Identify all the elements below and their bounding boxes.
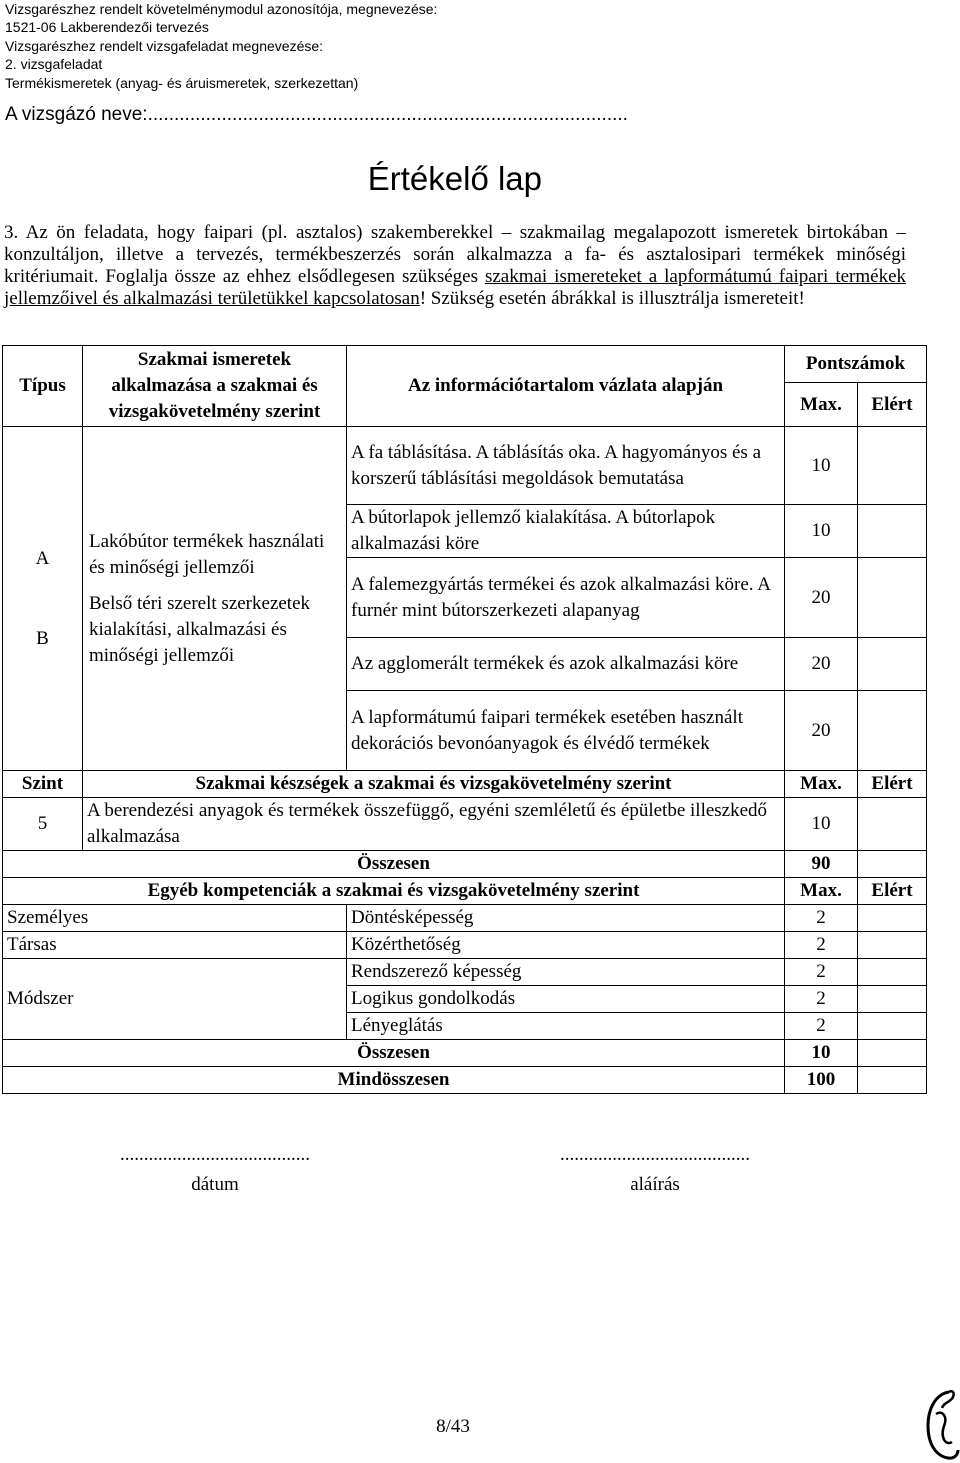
competency-group: Személyes <box>3 905 347 932</box>
header-line: 2. vizsgafeladat <box>5 56 103 73</box>
other-max-header: Max. <box>785 878 858 905</box>
skills-title: Szakmai készségek a szakmai és vizsgakövetelmény szerint <box>83 771 785 798</box>
grand-total-label: Mindösszesen <box>3 1067 785 1094</box>
outline-row: A bútorlapok jellemző kialakítása. A bútorlapok alkalmazási köre <box>347 505 785 558</box>
topic-cell <box>83 427 347 771</box>
competency-group: Társas <box>3 932 347 959</box>
page-number: 8/43 <box>436 1416 470 1437</box>
header-line: Vizsgarészhez rendelt követelménymodul azonosítója, megnevezése: <box>5 1 438 17</box>
achieved-points <box>858 638 927 691</box>
max-points: 10 <box>785 427 858 505</box>
competency-item: Lényeglátás <box>347 1013 785 1040</box>
task-text: 3. Az ön feladata, hogy faipari (pl. asztalos) szakemberekkel – szakmailag megalapozott ismeretek birtokában – konzultáljon, illetve a tervezés, termékbeszerzés során alkalmazza a fa- és asztalosipari termékek minőségi kritériumait. Foglalja össze az ehhez elsődlegesen szükséges <box>4 222 906 287</box>
header-outline: Az információtartalom vázlata alapján <box>347 346 785 427</box>
max-points: 20 <box>785 691 858 771</box>
date-label: dátum <box>191 1174 239 1195</box>
achieved-points <box>858 1067 927 1094</box>
outline-row: Az agglomerált termékek és azok alkalmazási köre <box>347 638 785 691</box>
type-cell <box>3 427 83 771</box>
header-type: Típus <box>3 346 83 427</box>
task-text-underlined: szakmai ismereteket a lapformátumú faipari termékek jellemzőivel és alkalmazási területükkel kapcsolatosan <box>4 266 906 309</box>
evaluation-table <box>2 345 927 1094</box>
achieved-points <box>858 1040 927 1067</box>
header-line: Termékismeretek (anyag- és áruismeretek, szerkezettan) <box>5 74 359 91</box>
skills-achieved-header: Elért <box>858 771 927 798</box>
topic-b: Belső téri szerelt szerkezetek kialakítási, alkalmazási és minőségi jellemzői <box>89 592 311 666</box>
header-line: Vizsgarészhez rendelt vizsgafeladat megnevezése: <box>5 37 324 54</box>
header-achieved: Elért <box>858 383 927 427</box>
achieved-points <box>858 905 927 932</box>
max-points: 2 <box>785 959 858 986</box>
achieved-points <box>858 986 927 1013</box>
outline-row: A fa táblásítása. A táblásítás oka. A hagyományos és a korszerű táblásítási megoldások bemutatása <box>347 427 785 505</box>
max-points: 2 <box>785 932 858 959</box>
achieved-points <box>858 691 927 771</box>
achieved-points <box>858 798 927 851</box>
achieved-points <box>858 932 927 959</box>
achieved-points <box>858 505 927 558</box>
skills-max-header: Max. <box>785 771 858 798</box>
subtotal-value: 10 <box>785 1040 858 1067</box>
achieved-points <box>858 558 927 638</box>
publisher-logo-icon <box>922 1386 960 1463</box>
header-max: Max. <box>785 383 858 427</box>
examinee-name-line: A vizsgázó neve:........................................................................................... <box>5 104 628 125</box>
competency-item: Közérthetőség <box>347 932 785 959</box>
achieved-points <box>858 1013 927 1040</box>
header-knowledge: Szakmai ismeretek alkalmazása a szakmai és vizsgakövetelmény szerint <box>83 346 347 427</box>
achieved-points <box>858 851 927 878</box>
task-text: ! Szükség esetén ábrákkal is illusztrálja ismereteit! <box>419 288 805 309</box>
competency-item: Döntésképesség <box>347 905 785 932</box>
max-points: 2 <box>785 905 858 932</box>
max-points: 20 <box>785 638 858 691</box>
date-line: ........................................ <box>120 1144 310 1165</box>
other-competencies-title: Egyéb kompetenciák a szakmai és vizsgakövetelmény szerint <box>3 878 785 905</box>
max-points: 2 <box>785 1013 858 1040</box>
subtotal-label: Összesen <box>3 851 785 878</box>
document-header <box>5 0 437 92</box>
subtotal-value: 90 <box>785 851 858 878</box>
date-signature-block <box>65 1140 365 1200</box>
topic-a: Lakóbútor termékek használati és minőségi jellemzői <box>89 530 325 578</box>
signature-line: ........................................ <box>560 1144 750 1165</box>
signature-block <box>505 1140 805 1200</box>
competency-item: Logikus gondolkodás <box>347 986 785 1013</box>
other-achieved-header: Elért <box>858 878 927 905</box>
header-line: 1521-06 Lakberendezői tervezés <box>5 19 209 36</box>
skills-level-header: Szint <box>3 771 83 798</box>
max-points: 2 <box>785 986 858 1013</box>
type-a: A <box>35 547 50 569</box>
skills-level: 5 <box>3 798 83 851</box>
competency-item: Rendszerező képesség <box>347 959 785 986</box>
competency-group: Módszer <box>3 959 347 1040</box>
task-description <box>4 222 906 310</box>
type-b: B <box>36 627 49 649</box>
page-title: Értékelő lap <box>367 160 542 197</box>
subtotal-label: Összesen <box>3 1040 785 1067</box>
outline-row: A lapformátumú faipari termékek esetében használt dekorációs bevonóanyagok és élvédő termékek <box>347 691 785 771</box>
max-points: 10 <box>785 505 858 558</box>
max-points: 10 <box>785 798 858 851</box>
achieved-points <box>858 427 927 505</box>
signature-label: aláírás <box>630 1174 680 1195</box>
grand-total-value: 100 <box>785 1067 858 1094</box>
achieved-points <box>858 959 927 986</box>
skills-row: A berendezési anyagok és termékek összefüggő, egyéni szemléletű és épületbe illeszkedő alkalmazása <box>83 798 785 851</box>
max-points: 20 <box>785 558 858 638</box>
header-points: Pontszámok <box>785 346 927 383</box>
outline-row: A falemezgyártás termékei és azok alkalmazási köre. A furnér mint bútorszerkezeti alapanyag <box>347 558 785 638</box>
